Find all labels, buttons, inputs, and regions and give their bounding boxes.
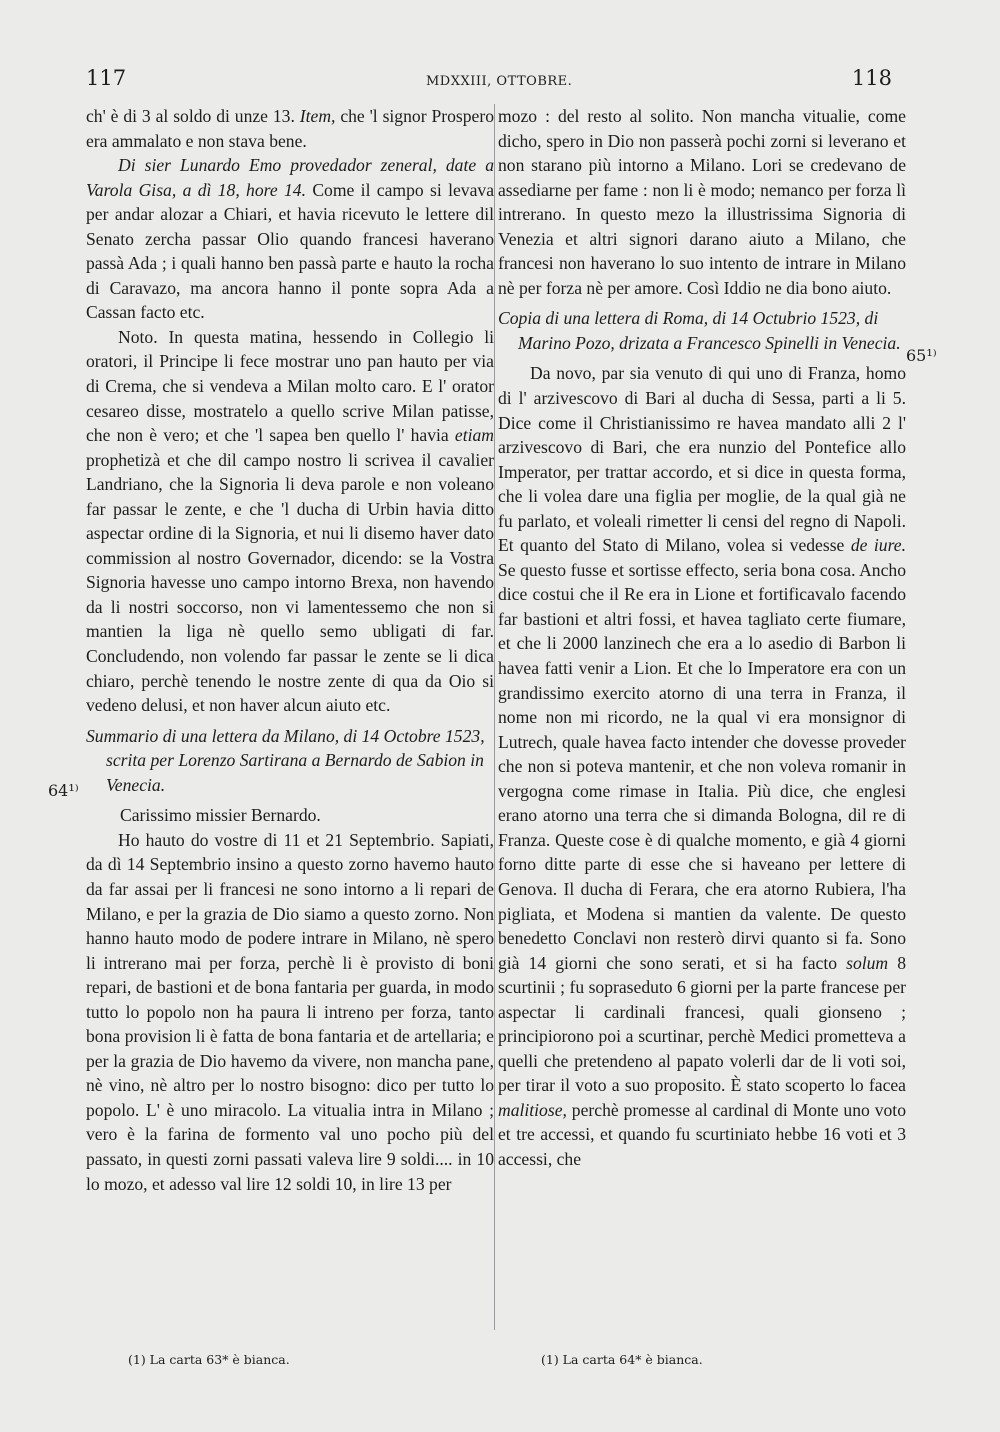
paragraph: Ho hauto do vostre di 11 et 21 Septembrio. Sapiati, da dì 14 Septembrio insino a questo zorno havemo hauto da far assai per li francesi ne sono intorno a li repari de Milano, e per la grazia de Dio siamo a questo zorno. Non hanno hauto modo de podere intrare in Milano, nè spero li intrerano mai per forza, perchè li è provisto di boni repari, de bastioni et de bona fantaria per guarda, in modo tutto lo popolo non ha paura li intreno per forza, tanto bona provision li è fatta de bona fantaria et de artellaria; e per la grazia de Dio havemo da vivere, non mancha pane, nè vino, nè altro per lo nostro bisogno: dico per tutto lo popolo. L' è uno miracolo. La vitualia intra in Milano ; vero è la farina de formento val uno pocho più del passato, in questi zorni passati valeva lire 9 soldi.... in 10 lo mozo, et adesso val lire 12 soldi 10, in lire 13 per [86,829,494,1194]
column-divider [494,104,495,1330]
left-page-number: 117 [86,66,127,90]
paragraph: Di sier Lunardo Emo provedador zeneral, date a Varola Gisa, a dì 18, hore 14. Come il campo si levava per andar alozar a Chiari, et havia ricevuto le lettere dil Senato zercha passar Olio quando francesi haverano passà Ada ; i quali hanno ben passà parte e hauto la rocha di Caravazo, ma ancora hanno il ponte sopra Ada a Cassan facto etc. [86,155,494,323]
marginal-folio-left: 64¹⁾ [48,781,79,800]
footnote-left: (1) La carta 63* è bianca. [128,1352,290,1367]
paragraph: Noto. In questa matina, hessendo in Collegio li oratori, il Principe li fece mostrar uno pan hauto per via di Crema, che si vendeva a Milan molto caro. E l' orator cesareo disse, mostratelo a quello scrive Milan patisse, che non è vero; et che 'l sapea ben quello l' havia etiam prophetizà et che dil campo nostro li scrivea il cavalier Landriano, che la Signoria li deva parole e non voleano far passar le zente, e che 'l ducha di Urbin havia ditto aspectar ordine di la Signoria, et nui li disemo haver dato commission al nostro Governador, dicendo: se la Vostra Signoria havesse uno campo intorno Brexa, non havendo da li nostri soccorso, non vi lamentessemo che non si mantien la liga nè quello semo ubligati di far. Concludendo, non volendo far passar le zente se li dica chiaro, perchè tenendo le nostre zente di qua da Oio si vedeno delusi, et non haver alcun aiuto etc. [86,326,494,716]
page-header [86,66,892,94]
running-title: MDXXIII, OTTOBRE. [426,74,573,89]
paragraph: Da novo, par sia venuto di qui uno di Franza, homo di l' arzivescovo di Bari al ducha di Sessa, parti a li 5. Dice come il Christianissimo re havea mandato alli 2 l' arzivescovo di Bari, che era nunzio del Pontefice allo Imperator, per trattar accordo, et si dice in questa forma, che li volea dare una figlia per moglie, de la qual già ne fu parlato, et voleali rimetter li censi del regno di Napoli. Et quanto del Stato di Milano, volea si vedesse de iure. Se questo fusse et sortisse effecto, seria bona cosa. Ancho dice costui che il Re era in Lione et fortificavalo facendo far bastioni et altri fossi, et havea tagliato certe fiumare, et che li 2000 lanzinech che era a lo asedio di Barbon li havea fatti venir a Lion. Et che lo Imperatore era con un grandissimo exercito atorno di una terra in Franza, il nome non mi ricordo, ne la qual vi era monsignor di Lutrech, quale havea facto intender che dovesse proveder che non si poteva mantenir, et che non voleva romanir in vergogna come rimase in Italia. Più dice, che englesi erano atorno una terra che si dimanda Bologna, dil re di Franza. Queste cose è di qualche momento, e già 4 giorni forno ditte parte di esse che si haveano per lettere di Genova. Il ducha di Ferara, che era atorno Rubiera, l'ha pigliata, et Modena si mantien da valente. De questo benedetto Conclavi non resterò dirvi quanto si fa. Sono già 14 giorni che sono serati, et si ha facto solum 8 scurtinii ; fu sopraseduto 6 giorni per la parte francese per aspectar li cardinali francesi, quali gionseno ; principiorono poi a scurtinar, perchè Medici prometteva a quelli che pretendeno al papato volerli dar de li voti soi, per tirar il voto a suo proposito. È stato scoperto lo facea malitiose, perchè promesse al cardinal di Monte uno voto et tre accessi, et quando fu scurtiniato hebbe 16 voti et 3 accessi, che [498,363,906,1169]
right-page-number: 118 [851,66,892,90]
footnote-right: (1) La carta 64* è bianca. [541,1352,703,1367]
letter-heading: Copia di una lettera di Roma, di 14 Octubrio 1523, di Marino Pozo, drizata a Francesco Spinelli in Venecia. [498,308,901,353]
paragraph: mozo : del resto al solito. Non mancha vitualie, come dicho, spero in Dio non passerà pochi zorni si leverano et non starano più intorno a Milano. Lori se credevano de assediarne per fame : non li è modo; nemanco per forza lì intrerano. In questo mezo la illustrissima Signoria di Venezia et altri signori darano aiuto a Milano, che francesi non haverano lo suo intento de intrare in Milano nè per forza nè per amore. Così Iddio ne dia bono aiuto. [498,106,906,298]
right-column [498,104,906,1172]
marginal-folio-right: 65¹⁾ [906,346,937,365]
salutation: Carissimo missier Bernardo. [120,805,321,826]
left-column [86,104,494,1196]
letter-heading: Summario di una lettera da Milano, di 14 Octobre 1523, scrita per Lorenzo Sartirana a Bernardo de Sabion in Venecia. [86,725,485,795]
paragraph: ch' è di 3 al soldo di unze 13. Item, che 'l signor Prospero era ammalato e non stava bene. [86,106,494,151]
